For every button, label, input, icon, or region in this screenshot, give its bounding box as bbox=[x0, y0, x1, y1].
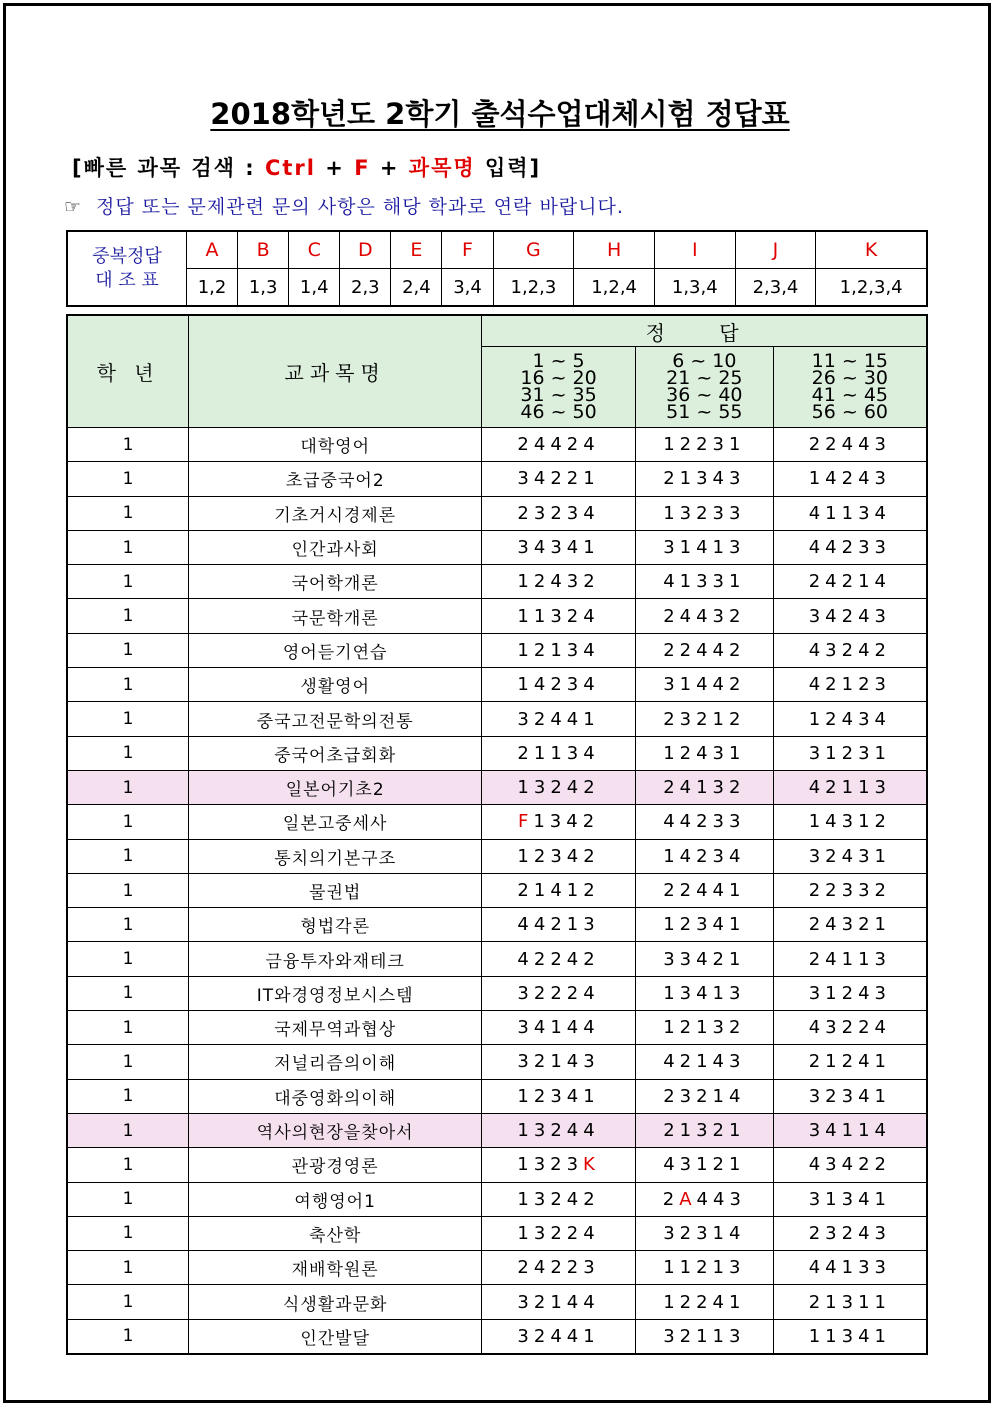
answer-cell: 12342 bbox=[482, 839, 636, 873]
answer-cell: 43242 bbox=[773, 633, 927, 667]
grade-cell: 1 bbox=[67, 599, 189, 633]
grade-cell: 1 bbox=[67, 736, 189, 770]
ref-letter: K bbox=[816, 231, 927, 269]
answer-cell: 43422 bbox=[773, 1148, 927, 1182]
grade-cell: 1 bbox=[67, 942, 189, 976]
ref-value: 1,3 bbox=[238, 269, 289, 307]
answer-cell: 13242 bbox=[482, 1182, 636, 1216]
answer-cell: 12134 bbox=[482, 633, 636, 667]
answer-cell: 14243 bbox=[773, 462, 927, 496]
answer-cell: 13413 bbox=[635, 976, 773, 1010]
table-row bbox=[67, 942, 927, 976]
answer-cell: 24223 bbox=[482, 1251, 636, 1285]
grade-cell: 1 bbox=[67, 462, 189, 496]
header-subject: 교과목명 bbox=[189, 315, 482, 428]
table-row bbox=[67, 428, 927, 462]
range-header-1: 1 ~ 5 16 ~ 20 31 ~ 35 46 ~ 50 bbox=[482, 347, 636, 428]
subject-cell: 일본고중세사 bbox=[189, 805, 482, 839]
subject-cell: 중국어초급회화 bbox=[189, 736, 482, 770]
ref-letter: E bbox=[391, 231, 442, 269]
grade-cell: 1 bbox=[67, 530, 189, 564]
answer-cell: 34114 bbox=[773, 1113, 927, 1147]
grade-cell: 1 bbox=[67, 1251, 189, 1285]
subject-cell: 역사의현장을찾아서 bbox=[189, 1113, 482, 1147]
notice bbox=[64, 192, 624, 219]
answer-cell: 24113 bbox=[773, 942, 927, 976]
answer-cell: 12132 bbox=[635, 1011, 773, 1045]
grade-cell: 1 bbox=[67, 1148, 189, 1182]
subject-cell: 중국고전문학의전통 bbox=[189, 702, 482, 736]
answer-cell: F1342 bbox=[482, 805, 636, 839]
ref-letter: G bbox=[493, 231, 574, 269]
grade-cell: 1 bbox=[67, 976, 189, 1010]
answer-cell: 24432 bbox=[635, 599, 773, 633]
answer-cell: 43121 bbox=[635, 1148, 773, 1182]
ref-letter: F bbox=[442, 231, 493, 269]
grade-cell: 1 bbox=[67, 1285, 189, 1319]
grade-cell: 1 bbox=[67, 805, 189, 839]
table-row bbox=[67, 633, 927, 667]
table-row bbox=[67, 668, 927, 702]
answer-cell: 41331 bbox=[635, 565, 773, 599]
grade-cell: 1 bbox=[67, 908, 189, 942]
answer-cell: 31413 bbox=[635, 530, 773, 564]
ref-letter: J bbox=[735, 231, 816, 269]
table-row bbox=[67, 805, 927, 839]
table-row bbox=[67, 1285, 927, 1319]
ref-value: 1,2 bbox=[187, 269, 238, 307]
answer-cell: 24424 bbox=[482, 428, 636, 462]
answer-cell: 12241 bbox=[635, 1285, 773, 1319]
table-row bbox=[67, 599, 927, 633]
subject-cell: 국문학개론 bbox=[189, 599, 482, 633]
grade-cell: 1 bbox=[67, 633, 189, 667]
answer-cell: 11213 bbox=[635, 1251, 773, 1285]
answer-cell: 33421 bbox=[635, 942, 773, 976]
answer-cell: 42242 bbox=[482, 942, 636, 976]
table-row bbox=[67, 908, 927, 942]
grade-cell: 1 bbox=[67, 1319, 189, 1354]
answer-cell: 31442 bbox=[635, 668, 773, 702]
table-row bbox=[67, 702, 927, 736]
answer-cell: 13242 bbox=[482, 770, 636, 804]
answer-cell: 12431 bbox=[635, 736, 773, 770]
answer-cell: 43224 bbox=[773, 1011, 927, 1045]
answer-cell: 21321 bbox=[635, 1113, 773, 1147]
answer-cell: 32314 bbox=[635, 1216, 773, 1250]
subject-cell: 여행영어1 bbox=[189, 1182, 482, 1216]
grade-cell: 1 bbox=[67, 702, 189, 736]
ref-value: 3,4 bbox=[442, 269, 493, 307]
pointing-hand-icon: ☞ bbox=[64, 196, 83, 218]
header-answer: 정 답 bbox=[482, 315, 927, 347]
answer-cell: 23212 bbox=[635, 702, 773, 736]
table-row bbox=[67, 1011, 927, 1045]
duplicate-answer-table bbox=[66, 230, 928, 307]
answer-cell: 23214 bbox=[635, 1079, 773, 1113]
grade-cell: 1 bbox=[67, 1045, 189, 1079]
ref-value: 1,2,3 bbox=[493, 269, 574, 307]
ref-value: 2,3 bbox=[340, 269, 391, 307]
ref-letter: D bbox=[340, 231, 391, 269]
answer-cell: 12341 bbox=[635, 908, 773, 942]
ref-value: 2,3,4 bbox=[735, 269, 816, 307]
table-row bbox=[67, 530, 927, 564]
table-row bbox=[67, 1251, 927, 1285]
grade-cell: 1 bbox=[67, 1079, 189, 1113]
subject-cell: 재배학원론 bbox=[189, 1251, 482, 1285]
table-row bbox=[67, 565, 927, 599]
answer-cell: 44233 bbox=[635, 805, 773, 839]
range-header-2: 6 ~ 10 21 ~ 25 36 ~ 40 51 ~ 55 bbox=[635, 347, 773, 428]
answer-cell: 14234 bbox=[635, 839, 773, 873]
answer-cell: 22442 bbox=[635, 633, 773, 667]
answer-cell: 44213 bbox=[482, 908, 636, 942]
answer-cell: 24132 bbox=[635, 770, 773, 804]
subject-cell: 물권법 bbox=[189, 873, 482, 907]
answer-cell: 32441 bbox=[482, 1319, 636, 1354]
answer-cell: 24214 bbox=[773, 565, 927, 599]
subject-cell: 대학영어 bbox=[189, 428, 482, 462]
subject-cell: 형법각론 bbox=[189, 908, 482, 942]
answer-cell: 42143 bbox=[635, 1045, 773, 1079]
grade-cell: 1 bbox=[67, 770, 189, 804]
table-row bbox=[67, 496, 927, 530]
quick-search-hint: [빠른 과목 검색 : Ctrl + F + 과목명 입력] bbox=[72, 156, 542, 180]
ref-value: 1,2,3,4 bbox=[816, 269, 927, 307]
grade-cell: 1 bbox=[67, 428, 189, 462]
subject-cell: 일본어기초2 bbox=[189, 770, 482, 804]
answer-rows bbox=[67, 428, 927, 1355]
grade-cell: 1 bbox=[67, 873, 189, 907]
subject-cell: 대중영화의이해 bbox=[189, 1079, 482, 1113]
table-row bbox=[67, 873, 927, 907]
answer-table bbox=[66, 314, 928, 1355]
grade-cell: 1 bbox=[67, 1182, 189, 1216]
table-row bbox=[67, 736, 927, 770]
answer-cell: 21412 bbox=[482, 873, 636, 907]
answer-cell: 42123 bbox=[773, 668, 927, 702]
subject-cell: 초급중국어2 bbox=[189, 462, 482, 496]
answer-cell: 12341 bbox=[482, 1079, 636, 1113]
ref-value: 1,3,4 bbox=[654, 269, 735, 307]
ref-value: 1,4 bbox=[289, 269, 340, 307]
answer-cell: 21311 bbox=[773, 1285, 927, 1319]
answer-cell: 22332 bbox=[773, 873, 927, 907]
answer-cell: 12231 bbox=[635, 428, 773, 462]
range-header-3: 11 ~ 15 26 ~ 30 41 ~ 45 56 ~ 60 bbox=[773, 347, 927, 428]
answer-cell: 23234 bbox=[482, 496, 636, 530]
answer-cell: 24321 bbox=[773, 908, 927, 942]
answer-cell: 12432 bbox=[482, 565, 636, 599]
answer-cell: 21241 bbox=[773, 1045, 927, 1079]
subject-cell: 국어학개론 bbox=[189, 565, 482, 599]
answer-cell: 31341 bbox=[773, 1182, 927, 1216]
answer-cell: 11341 bbox=[773, 1319, 927, 1354]
subject-cell: 통치의기본구조 bbox=[189, 839, 482, 873]
grade-cell: 1 bbox=[67, 1216, 189, 1250]
subject-cell: 국제무역과협상 bbox=[189, 1011, 482, 1045]
answer-cell: 13224 bbox=[482, 1216, 636, 1250]
subject-cell: 생활영어 bbox=[189, 668, 482, 702]
subject-cell: 인간과사회 bbox=[189, 530, 482, 564]
answer-cell: 14312 bbox=[773, 805, 927, 839]
answer-cell: 32143 bbox=[482, 1045, 636, 1079]
answer-cell: 42113 bbox=[773, 770, 927, 804]
answer-cell: 34221 bbox=[482, 462, 636, 496]
grade-cell: 1 bbox=[67, 496, 189, 530]
answer-cell: 44233 bbox=[773, 530, 927, 564]
answer-cell: 32431 bbox=[773, 839, 927, 873]
table-row bbox=[67, 1113, 927, 1147]
reference-label: 중복정답 대 조 표 bbox=[67, 231, 187, 306]
answer-cell: 34341 bbox=[482, 530, 636, 564]
table-row bbox=[67, 1079, 927, 1113]
answer-cell: 41134 bbox=[773, 496, 927, 530]
ref-letter: H bbox=[574, 231, 655, 269]
subject-cell: 축산학 bbox=[189, 1216, 482, 1250]
ref-letter: B bbox=[238, 231, 289, 269]
ref-letter: C bbox=[289, 231, 340, 269]
subject-cell: 저널리즘의이해 bbox=[189, 1045, 482, 1079]
answer-cell: 32113 bbox=[635, 1319, 773, 1354]
table-row bbox=[67, 770, 927, 804]
answer-cell: 32224 bbox=[482, 976, 636, 1010]
table-row bbox=[67, 1148, 927, 1182]
subject-cell: IT와경영정보시스템 bbox=[189, 976, 482, 1010]
header-grade: 학 년 bbox=[67, 315, 189, 428]
subject-cell: 영어듣기연습 bbox=[189, 633, 482, 667]
ref-value: 2,4 bbox=[391, 269, 442, 307]
table-row bbox=[67, 839, 927, 873]
answer-cell: 14234 bbox=[482, 668, 636, 702]
answer-cell: 11324 bbox=[482, 599, 636, 633]
grade-cell: 1 bbox=[67, 668, 189, 702]
ref-value: 1,2,4 bbox=[574, 269, 655, 307]
table-row bbox=[67, 462, 927, 496]
grade-cell: 1 bbox=[67, 1113, 189, 1147]
subject-cell: 식생활과문화 bbox=[189, 1285, 482, 1319]
table-row bbox=[67, 1045, 927, 1079]
page-title: 2018학년도 2학기 출석수업대체시험 정답표 bbox=[210, 97, 790, 131]
answer-cell: 22441 bbox=[635, 873, 773, 907]
grade-cell: 1 bbox=[67, 565, 189, 599]
answer-cell: 23243 bbox=[773, 1216, 927, 1250]
answer-cell: 22443 bbox=[773, 428, 927, 462]
answer-cell: 32441 bbox=[482, 702, 636, 736]
answer-cell: 32341 bbox=[773, 1079, 927, 1113]
grade-cell: 1 bbox=[67, 839, 189, 873]
answer-cell: 21134 bbox=[482, 736, 636, 770]
table-row bbox=[67, 976, 927, 1010]
answer-cell: 21343 bbox=[635, 462, 773, 496]
subject-cell: 인간발달 bbox=[189, 1319, 482, 1354]
answer-cell: 31231 bbox=[773, 736, 927, 770]
answer-cell: 12434 bbox=[773, 702, 927, 736]
answer-cell: 44133 bbox=[773, 1251, 927, 1285]
answer-cell: 13244 bbox=[482, 1113, 636, 1147]
answer-cell: 1323K bbox=[482, 1148, 636, 1182]
table-row bbox=[67, 1216, 927, 1250]
ref-letter: I bbox=[654, 231, 735, 269]
table-row bbox=[67, 1319, 927, 1354]
ref-letter: A bbox=[187, 231, 238, 269]
table-row bbox=[67, 1182, 927, 1216]
answer-cell: 13233 bbox=[635, 496, 773, 530]
answer-cell: 31243 bbox=[773, 976, 927, 1010]
subject-cell: 관광경영론 bbox=[189, 1148, 482, 1182]
subject-cell: 기초거시경제론 bbox=[189, 496, 482, 530]
grade-cell: 1 bbox=[67, 1011, 189, 1045]
answer-cell: 34144 bbox=[482, 1011, 636, 1045]
subject-cell: 금융투자와재테크 bbox=[189, 942, 482, 976]
answer-cell: 32144 bbox=[482, 1285, 636, 1319]
answer-cell: 34243 bbox=[773, 599, 927, 633]
notice-text: 정답 또는 문제관련 문의 사항은 해당 학과로 연락 바랍니다. bbox=[96, 196, 624, 218]
answer-cell: 2A443 bbox=[635, 1182, 773, 1216]
